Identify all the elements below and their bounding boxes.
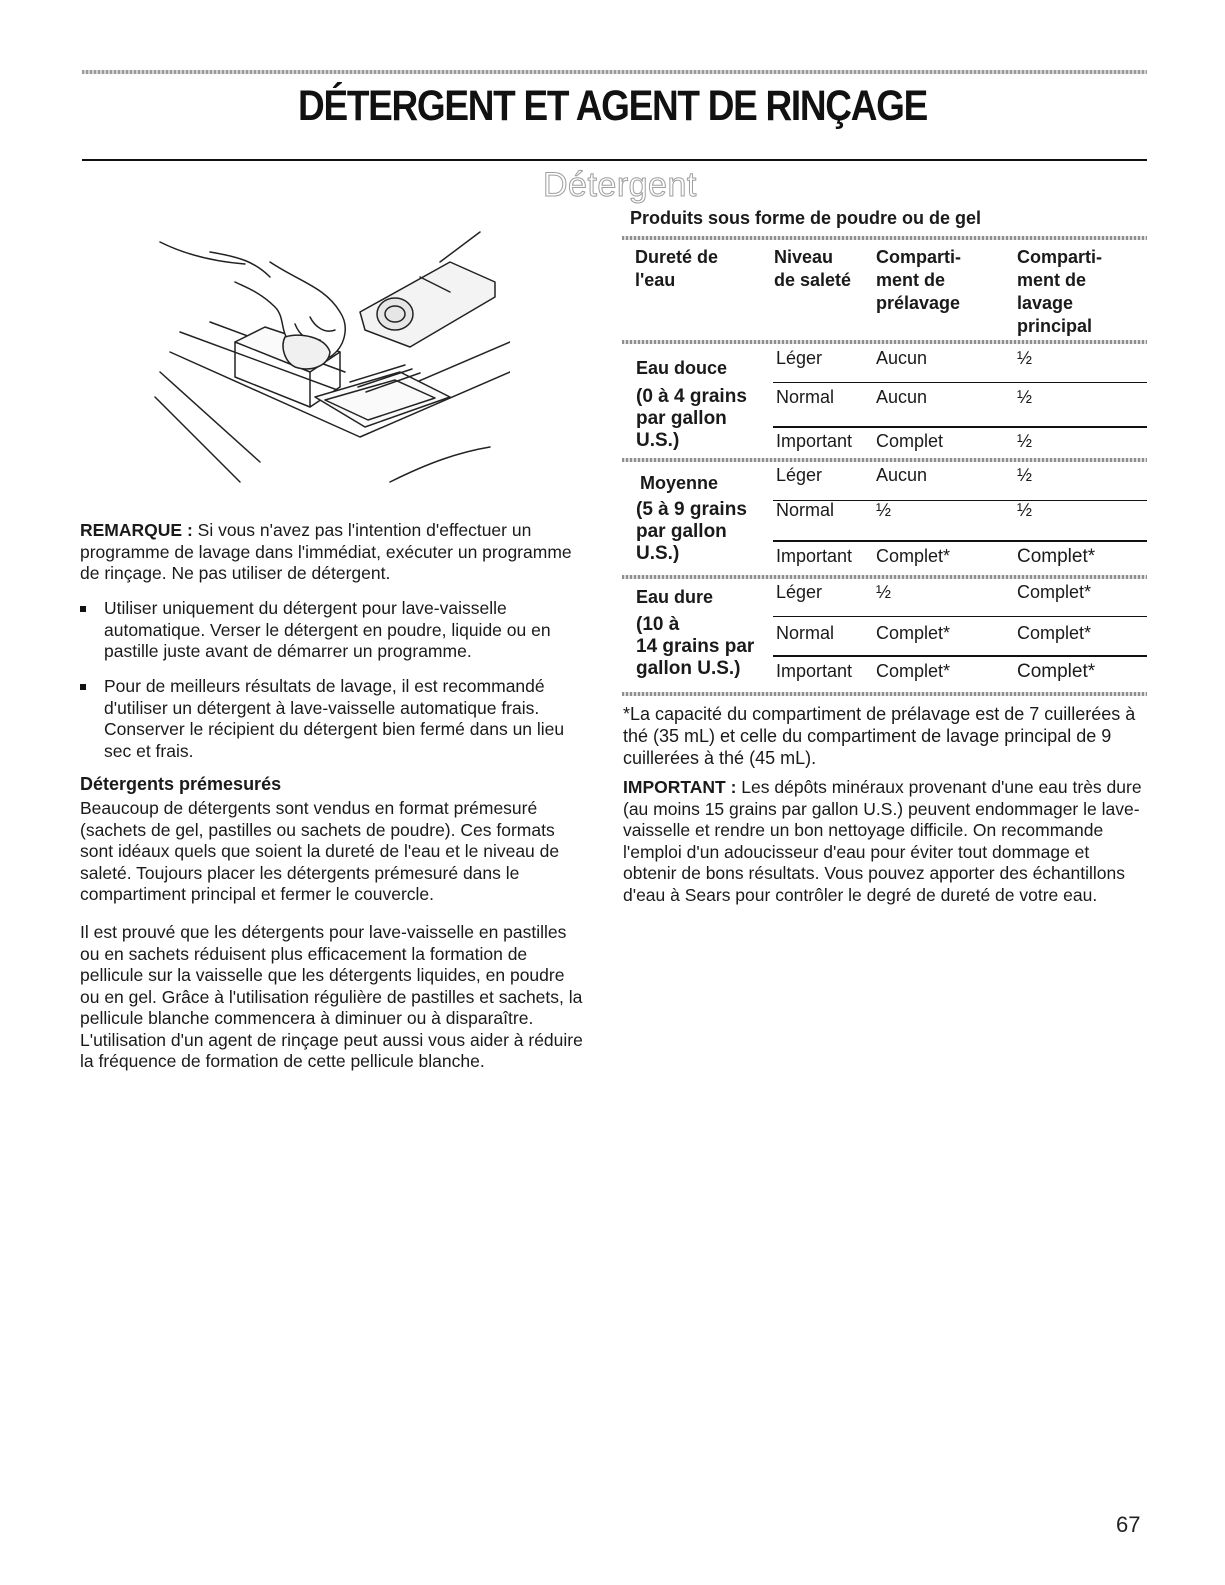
- group-divider: [622, 575, 1147, 579]
- cell-level: Normal: [776, 387, 835, 407]
- table-title: Produits sous forme de poudre ou de gel: [630, 208, 982, 228]
- cell-main: ½: [1017, 431, 1033, 451]
- group-range: (10 à 14 grains par gallon U.S.): [636, 614, 755, 679]
- table-footnote: *La capacité du compartiment de prélavage est de 7 cuillerées à thé (35 mL) et celle du compartiment de lavage principal de 9 cuillerées à thé (45 mL).: [623, 704, 1136, 768]
- cell-level: Normal: [776, 500, 835, 520]
- bullet-item-2: [80, 676, 585, 762]
- group-name: Eau douce: [636, 358, 728, 378]
- bullet-text: Utiliser uniquement du détergent pour lave-vaisselle automatique. Verser le détergent en poudre, liquide ou en pastille juste avant de démarrer un programme.: [104, 598, 551, 661]
- header-water-hardness: Dureté de l'eau: [635, 247, 719, 290]
- group-range: (0 à 4 grains par gallon U.S.): [636, 386, 747, 451]
- cell-main: Complet*: [1017, 661, 1096, 682]
- cell-prewash: ½: [876, 500, 892, 520]
- cell-level: Important: [776, 431, 853, 451]
- cell-main: ½: [1017, 387, 1033, 407]
- bullet-icon: [80, 606, 86, 612]
- important-label: IMPORTANT :: [623, 777, 737, 797]
- cell-prewash: Aucun: [876, 465, 928, 485]
- cell-prewash: Aucun: [876, 387, 928, 407]
- row-rule: [773, 655, 1147, 657]
- cell-level: Léger: [776, 348, 823, 368]
- cell-prewash: ½: [876, 582, 892, 602]
- page-number: 67: [1116, 1512, 1141, 1537]
- group-divider: [622, 458, 1147, 462]
- cell-main: Complet*: [1017, 546, 1096, 567]
- group-name: Eau dure: [636, 587, 714, 607]
- cell-level: Important: [776, 546, 853, 566]
- cell-main: Complet*: [1017, 623, 1092, 643]
- premeasured-paragraph-2: Il est prouvé que les détergents pour lave-vaisselle en pastilles ou en sachets réduisent plus efficacement la formation de pellicule sur la vaisselle que les détergents liquides, en poudre ou en gel. Grâce à l'utilisation régulière de pastilles et sachets, la pellicule blanche commencera à diminuer ou à disparaître. L'utilisation d'un agent de rinçage peut aussi vous aider à réduire la fréquence de formation de cette pellicule blanche.: [80, 922, 583, 1071]
- bullet-text: Pour de meilleurs résultats de lavage, il est recommandé d'utiliser un détergent à lave-vaisselle automatique frais. Conserver le récipient du détergent bien fermé dans un lieu sec et frais.: [104, 676, 565, 761]
- premeasured-paragraph-1: Beaucoup de détergents sont vendus en format prémesuré (sachets de gel, pastilles ou sachets de poudre). Ces formats sont idéaux quels que soient la dureté de l'eau et le niveau de saleté. Toujours placer les détergents prémesuré dans le compartiment principal et fermer le couvercle.: [80, 798, 560, 904]
- cell-main: ½: [1017, 500, 1033, 520]
- cell-level: Important: [776, 661, 853, 681]
- page-title: DÉTERGENT ET AGENT DE RINÇAGE: [298, 82, 927, 130]
- group-divider: [622, 340, 1147, 344]
- section-title: Détergent: [543, 166, 697, 204]
- row-rule: [773, 426, 1147, 428]
- group-range: (5 à 9 grains par gallon U.S.): [636, 499, 747, 564]
- cell-main: Complet*: [1017, 582, 1092, 602]
- row-rule: [773, 382, 1147, 383]
- row-rule: [773, 616, 1147, 617]
- top-dotted-rule: [82, 70, 1147, 74]
- cell-main: ½: [1017, 348, 1033, 368]
- cell-prewash: Complet*: [876, 623, 951, 643]
- bullet-item-1: [80, 598, 585, 663]
- premeasured-heading: Détergents prémesurés: [80, 774, 282, 794]
- header-main-wash-compartment: Comparti- ment de lavage principal: [1017, 247, 1102, 336]
- table-top-rule: [622, 236, 1147, 240]
- cell-main: ½: [1017, 465, 1033, 485]
- header-prewash-compartment: Comparti- ment de prélavage: [876, 247, 961, 313]
- detergent-dispenser-illustration: [150, 222, 510, 522]
- important-paragraph: [623, 777, 1143, 906]
- cell-level: Léger: [776, 582, 823, 602]
- table-bottom-rule: [622, 692, 1147, 696]
- cell-level: Normal: [776, 623, 835, 643]
- title-rule: [82, 159, 1147, 161]
- note-text: Si vous n'avez pas l'intention d'effectuer un programme de lavage dans l'immédiat, exécuter un programme de rinçage. Ne pas utiliser de détergent.: [80, 520, 572, 583]
- header-soil-level: Niveau de saleté: [774, 247, 852, 290]
- important-text: Les dépôts minéraux provenant d'une eau très dure (au moins 15 grains par gallon U.S.) peuvent endommager le lave-vaisselle et rendre un bon nettoyage difficile. On recommande l'emploi d'un adoucisseur d'eau pour éviter tout dommage et obtenir de bons résultats. Vous pouvez apporter des échantillons d'eau à Sears pour contrôler le degré de dureté de votre eau.: [623, 777, 1142, 905]
- cell-prewash: Complet*: [876, 661, 951, 681]
- bullet-icon: [80, 684, 86, 690]
- note-label: REMARQUE :: [80, 520, 193, 540]
- cell-prewash: Complet: [876, 431, 944, 451]
- note-paragraph: [80, 520, 585, 585]
- cell-level: Léger: [776, 465, 823, 485]
- cell-prewash: Complet*: [876, 546, 951, 566]
- group-name: Moyenne: [640, 473, 719, 493]
- cell-prewash: Aucun: [876, 348, 928, 368]
- row-rule: [773, 540, 1147, 542]
